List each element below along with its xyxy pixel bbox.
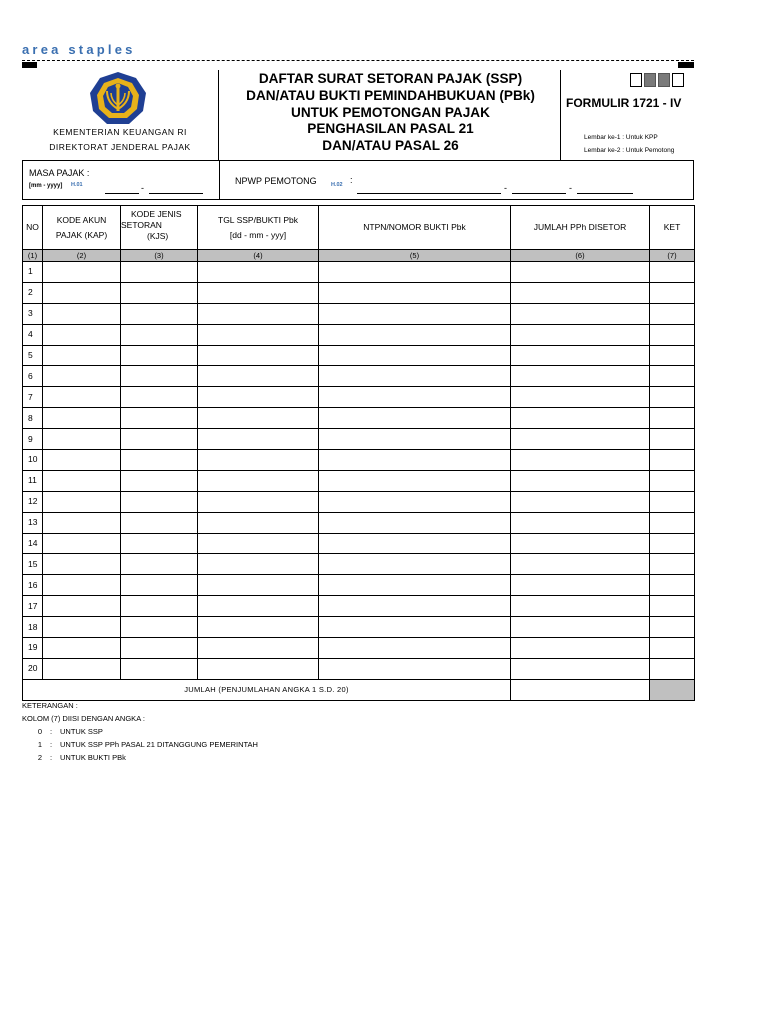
tgl-cell[interactable] (198, 658, 319, 679)
sheet-checkboxes (630, 73, 684, 87)
table-row (23, 554, 695, 575)
ket-cell[interactable] (650, 387, 695, 408)
row-number: 9 (23, 429, 43, 450)
kap-cell[interactable] (43, 408, 121, 429)
tgl-cell[interactable] (198, 638, 319, 659)
ntpn-cell[interactable] (319, 575, 511, 596)
tgl-cell[interactable] (198, 387, 319, 408)
lembar-2: Lembar ke-2 : Untuk Pemotong (584, 147, 675, 154)
ntpn-cell[interactable] (319, 617, 511, 638)
jumlah-cell[interactable] (511, 512, 650, 533)
table-row (23, 450, 695, 471)
kjs-cell[interactable] (121, 638, 198, 659)
header-divider-left (218, 70, 219, 160)
row-number: 16 (23, 575, 43, 596)
row-number: 12 (23, 491, 43, 512)
ntpn-cell[interactable] (319, 470, 511, 491)
row-number: 10 (23, 450, 43, 471)
col-number-7: (7) (650, 250, 695, 262)
section-divider (219, 161, 220, 199)
table-row (23, 617, 695, 638)
kap-cell[interactable] (43, 450, 121, 471)
row-number: 4 (23, 324, 43, 345)
jumlah-cell[interactable] (511, 554, 650, 575)
ket-cell[interactable] (650, 303, 695, 324)
tgl-cell[interactable] (198, 408, 319, 429)
header-kap-line1: KODE AKUN (56, 214, 107, 225)
title-line-4: PENGHASILAN PASAL 21 (307, 121, 474, 137)
ket-cell[interactable] (650, 533, 695, 554)
note-text: UNTUK SSP (60, 727, 103, 736)
kjs-cell[interactable] (121, 345, 198, 366)
header-tgl-line1: TGL SSP/BUKTI Pbk (218, 214, 298, 225)
ntpn-cell[interactable] (319, 638, 511, 659)
masa-dash: - (141, 183, 144, 193)
ntpn-cell[interactable] (319, 596, 511, 617)
ntpn-cell[interactable] (319, 324, 511, 345)
note-code: 0 (37, 727, 42, 736)
tgl-cell[interactable] (198, 617, 319, 638)
row-number: 8 (23, 408, 43, 429)
kjs-cell[interactable] (121, 575, 198, 596)
kjs-cell[interactable] (121, 533, 198, 554)
ket-cell[interactable] (650, 596, 695, 617)
kap-cell[interactable] (43, 533, 121, 554)
npwp-field-branch[interactable] (577, 193, 633, 194)
kap-cell[interactable] (43, 554, 121, 575)
tgl-cell[interactable] (198, 429, 319, 450)
notes-subtitle: KOLOM (7) DIISI DENGAN ANGKA : (22, 714, 145, 723)
kjs-cell[interactable] (121, 450, 198, 471)
kjs-cell[interactable] (121, 387, 198, 408)
kjs-cell[interactable] (121, 658, 198, 679)
tgl-cell[interactable] (198, 575, 319, 596)
ntpn-cell[interactable] (319, 554, 511, 575)
form-header (22, 70, 694, 160)
header-tgl (198, 206, 319, 250)
kjs-cell[interactable] (121, 470, 198, 491)
npwp-dash-1: - (504, 183, 507, 193)
kap-cell[interactable] (43, 429, 121, 450)
ket-cell[interactable] (650, 617, 695, 638)
ket-cell[interactable] (650, 324, 695, 345)
tgl-cell[interactable] (198, 554, 319, 575)
header-kap (43, 206, 121, 250)
ket-cell[interactable] (650, 491, 695, 512)
ntpn-cell[interactable] (319, 387, 511, 408)
masa-pajak-label: MASA PAJAK : (29, 168, 90, 178)
notes-title: KETERANGAN : (22, 701, 78, 710)
kap-cell[interactable] (43, 491, 121, 512)
col-number-6: (6) (511, 250, 650, 262)
note-code: 1 (37, 740, 42, 749)
jumlah-cell[interactable] (511, 596, 650, 617)
table-row (23, 512, 695, 533)
kap-cell[interactable] (43, 324, 121, 345)
jumlah-cell[interactable] (511, 324, 650, 345)
kap-cell[interactable] (43, 596, 121, 617)
table-row (23, 470, 695, 491)
table-row (23, 658, 695, 679)
lembar-1: Lembar ke-1 : Untuk KPP (584, 134, 658, 141)
ntpn-cell[interactable] (319, 408, 511, 429)
note-item (22, 725, 258, 738)
jumlah-cell[interactable] (511, 303, 650, 324)
ket-cell[interactable] (650, 575, 695, 596)
jumlah-cell[interactable] (511, 262, 650, 283)
kjs-cell[interactable] (121, 429, 198, 450)
header-ket: KET (650, 206, 695, 250)
jumlah-cell[interactable] (511, 491, 650, 512)
kap-cell[interactable] (43, 262, 121, 283)
ket-cell[interactable] (650, 262, 695, 283)
row-number: 1 (23, 262, 43, 283)
kjs-cell[interactable] (121, 262, 198, 283)
ket-cell[interactable] (650, 638, 695, 659)
jumlah-cell[interactable] (511, 450, 650, 471)
note-sep: : (49, 740, 53, 749)
form-code: FORMULIR 1721 - IV (566, 96, 682, 110)
ntpn-cell[interactable] (319, 262, 511, 283)
kap-cell[interactable] (43, 638, 121, 659)
table-header-row (23, 206, 695, 250)
note-text: UNTUK SSP PPh PASAL 21 DITANGGUNG PEMERINTAH (60, 740, 258, 749)
kap-cell[interactable] (43, 366, 121, 387)
tgl-cell[interactable] (198, 533, 319, 554)
ntpn-cell[interactable] (319, 303, 511, 324)
total-label: JUMLAH (PENJUMLAHAN ANGKA 1 S.D. 20) (23, 679, 511, 700)
checkbox-3[interactable] (658, 73, 670, 87)
ket-cell[interactable] (650, 470, 695, 491)
tgl-cell[interactable] (198, 596, 319, 617)
col-number-1: (1) (23, 250, 43, 262)
jumlah-cell[interactable] (511, 387, 650, 408)
kjs-cell[interactable] (121, 303, 198, 324)
row-number: 6 (23, 366, 43, 387)
ssp-table (22, 205, 695, 701)
row-number: 11 (23, 470, 43, 491)
npwp-field-main[interactable] (357, 193, 501, 194)
tgl-cell[interactable] (198, 282, 319, 303)
jumlah-cell[interactable] (511, 533, 650, 554)
right-alignment-mark (678, 62, 694, 68)
table-row (23, 533, 695, 554)
ket-cell[interactable] (650, 408, 695, 429)
total-amount-cell[interactable] (511, 679, 650, 700)
masa-month-field[interactable] (105, 193, 139, 194)
ket-cell[interactable] (650, 512, 695, 533)
kap-cell[interactable] (43, 387, 121, 408)
col-number-5: (5) (319, 250, 511, 262)
row-number: 2 (23, 282, 43, 303)
col-number-3: (3) (121, 250, 198, 262)
ministry-line-2: DIREKTORAT JENDERAL PAJAK (49, 142, 191, 152)
kjs-cell[interactable] (121, 366, 198, 387)
ntpn-cell[interactable] (319, 282, 511, 303)
table-row (23, 491, 695, 512)
table-row (23, 345, 695, 366)
ket-cell[interactable] (650, 282, 695, 303)
ket-cell[interactable] (650, 554, 695, 575)
ntpn-cell[interactable] (319, 512, 511, 533)
title-line-1: DAFTAR SURAT SETORAN PAJAK (SSP) (258, 71, 523, 86)
kap-cell[interactable] (43, 470, 121, 491)
kjs-cell[interactable] (121, 324, 198, 345)
tgl-cell[interactable] (198, 345, 319, 366)
header-kjs-line1: KODE JENIS (131, 209, 182, 219)
title-line-2: DAN/ATAU BUKTI PEMINDAHBUKUAN (PBk) (246, 87, 535, 103)
ket-cell[interactable] (650, 366, 695, 387)
ket-cell[interactable] (650, 658, 695, 679)
npwp-colon: : (350, 175, 353, 185)
kjs-cell[interactable] (121, 554, 198, 575)
checkbox-1[interactable] (630, 73, 642, 87)
row-number: 19 (23, 638, 43, 659)
row-number: 18 (23, 617, 43, 638)
row-number: 17 (23, 596, 43, 617)
kap-cell[interactable] (43, 303, 121, 324)
total-row (23, 679, 695, 700)
tgl-cell[interactable] (198, 512, 319, 533)
ntpn-cell[interactable] (319, 450, 511, 471)
title-line-5: DAN/ATAU PASAL 26 (322, 138, 459, 154)
table-row (23, 282, 695, 303)
col-number-2: (2) (43, 250, 121, 262)
form-title (221, 71, 560, 155)
header-divider-right (560, 70, 561, 160)
jumlah-cell[interactable] (511, 617, 650, 638)
ket-cell[interactable] (650, 450, 695, 471)
ssp-table-wrapper (22, 205, 694, 701)
ntpn-cell[interactable] (319, 366, 511, 387)
masa-pajak-format: [mm - yyyy] (29, 183, 63, 189)
ntpn-cell[interactable] (319, 491, 511, 512)
table-row (23, 262, 695, 283)
table-row (23, 575, 695, 596)
npwp-label: NPWP PEMOTONG (235, 176, 317, 186)
tgl-cell[interactable] (198, 324, 319, 345)
kap-cell[interactable] (43, 512, 121, 533)
jumlah-cell[interactable] (511, 366, 650, 387)
row-number: 3 (23, 303, 43, 324)
header-ntpn: NTPN/NOMOR BUKTI Pbk (319, 206, 511, 250)
ministry-finance-emblem-icon (85, 71, 151, 127)
tgl-cell[interactable] (198, 491, 319, 512)
header-kjs (121, 206, 198, 250)
table-row (23, 596, 695, 617)
row-number: 20 (23, 658, 43, 679)
header-tgl-line2: [dd - mm - yyy] (229, 229, 287, 240)
kap-cell[interactable] (43, 575, 121, 596)
total-ket-cell (650, 679, 695, 700)
kjs-cell[interactable] (121, 282, 198, 303)
table-row (23, 408, 695, 429)
header-kjs-line2: SETORAN (121, 220, 162, 230)
row-number: 7 (23, 387, 43, 408)
table-row (23, 324, 695, 345)
ministry-line-1: KEMENTERIAN KEUANGAN RI (53, 127, 187, 137)
row-number: 13 (23, 512, 43, 533)
header-kap-line2: PAJAK (KAP) (55, 229, 108, 240)
table-row (23, 387, 695, 408)
kap-cell[interactable] (43, 617, 121, 638)
row-number: 14 (23, 533, 43, 554)
ministry-name (22, 125, 218, 155)
header-jumlah: JUMLAH PPh DISETOR (511, 206, 650, 250)
note-code: 2 (37, 753, 42, 762)
checkbox-4[interactable] (672, 73, 684, 87)
ntpn-cell[interactable] (319, 345, 511, 366)
jumlah-cell[interactable] (511, 429, 650, 450)
period-npwp-section (22, 160, 694, 200)
npwp-ref: H.02 (331, 182, 343, 188)
npwp-dash-2: - (569, 183, 572, 193)
row-number: 5 (23, 345, 43, 366)
kjs-cell[interactable] (121, 617, 198, 638)
header-kjs-line3: (KJS) (147, 231, 169, 241)
table-row (23, 366, 695, 387)
ket-cell[interactable] (650, 345, 695, 366)
ket-cell[interactable] (650, 429, 695, 450)
sheet-distribution (584, 131, 674, 157)
note-sep: : (49, 753, 53, 762)
note-text: UNTUK BUKTI PBk (60, 753, 126, 762)
staples-area-label: area staples (22, 42, 136, 57)
title-line-3: UNTUK PEMOTONGAN PAJAK (291, 104, 490, 120)
tgl-cell[interactable] (198, 450, 319, 471)
row-number: 15 (23, 554, 43, 575)
note-sep: : (49, 727, 53, 736)
kap-cell[interactable] (43, 345, 121, 366)
tgl-cell[interactable] (198, 470, 319, 491)
table-row (23, 303, 695, 324)
col-number-4: (4) (198, 250, 319, 262)
ntpn-cell[interactable] (319, 429, 511, 450)
jumlah-cell[interactable] (511, 345, 650, 366)
jumlah-cell[interactable] (511, 470, 650, 491)
column-number-row (23, 250, 695, 262)
table-row (23, 429, 695, 450)
tgl-cell[interactable] (198, 366, 319, 387)
masa-year-field[interactable] (149, 193, 203, 194)
ntpn-cell[interactable] (319, 658, 511, 679)
jumlah-cell[interactable] (511, 658, 650, 679)
note-item (22, 751, 258, 764)
checkbox-2[interactable] (644, 73, 656, 87)
table-row (23, 638, 695, 659)
jumlah-cell[interactable] (511, 408, 650, 429)
table-body (23, 262, 695, 680)
npwp-field-kpp[interactable] (512, 193, 566, 194)
jumlah-cell[interactable] (511, 638, 650, 659)
left-alignment-mark (22, 62, 37, 68)
notes-section (22, 699, 258, 764)
masa-pajak-ref: H.01 (71, 182, 83, 188)
tgl-cell[interactable] (198, 262, 319, 283)
kap-cell[interactable] (43, 658, 121, 679)
ntpn-cell[interactable] (319, 533, 511, 554)
note-item (22, 738, 258, 751)
jumlah-cell[interactable] (511, 575, 650, 596)
staple-cut-line (22, 60, 694, 61)
header-no: NO (23, 206, 43, 250)
tgl-cell[interactable] (198, 303, 319, 324)
kjs-cell[interactable] (121, 491, 198, 512)
kjs-cell[interactable] (121, 512, 198, 533)
kjs-cell[interactable] (121, 408, 198, 429)
kap-cell[interactable] (43, 282, 121, 303)
jumlah-cell[interactable] (511, 282, 650, 303)
kjs-cell[interactable] (121, 596, 198, 617)
